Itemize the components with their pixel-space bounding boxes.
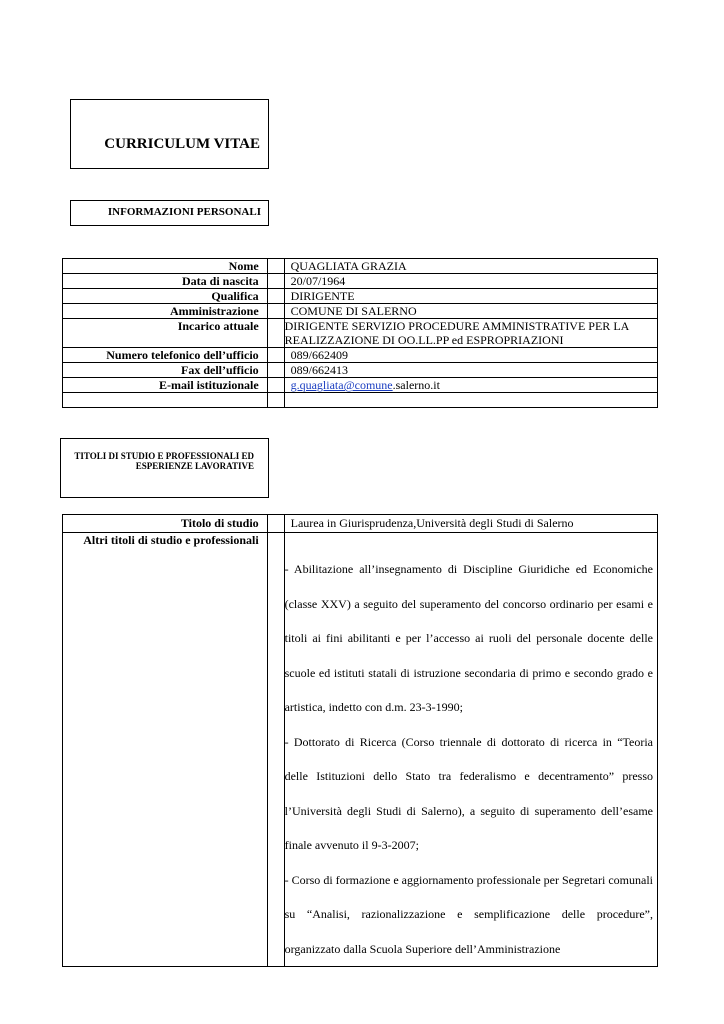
field-value: Laurea in Giurisprudenza,Università degli Studi di Salerno bbox=[284, 515, 657, 533]
paragraph: - Dottorato di Ricerca (Corso triennale di dottorato di ricerca in “Teoria delle Istituzioni dello Stato tra federalismo e decentramento” presso l’Università degli Studi di Salerno), a seguito di superamento dell’esame finale avvenuto il 9-3-2007; bbox=[284, 734, 653, 852]
field-label: Data di nascita bbox=[63, 274, 268, 289]
paragraph: - Corso di formazione e aggiornamento professionale per Segretari comunali su “Analisi, razionalizzazione e semplificazione delle procedure”, organizzato dalla Scuola Superiore dell’Amministrazione bbox=[284, 872, 653, 956]
field-label: Fax dell’ufficio bbox=[63, 363, 268, 378]
field-label: Numero telefonico dell’ufficio bbox=[63, 348, 268, 363]
table-row bbox=[63, 348, 658, 363]
field-value: DIRIGENTE SERVIZIO PROCEDURE AMMINISTRATIVE PER LA REALIZZAZIONE DI OO.LL.PP ed ESPROPRIAZIONI bbox=[284, 319, 657, 348]
email-domain: .salerno.it bbox=[392, 378, 440, 392]
paragraph: - Abilitazione all’insegnamento di Discipline Giuridiche ed Economiche (classe XXV) a seguito del superamento del concorso ordinario per esami e titoli ai fini abilitanti e per l’accesso ai ruoli del personale docente delle scuole ed istituti statali di istruzione secondaria di primo e secondo grado e artistica, indetto con d.m. 23-3-1990; bbox=[284, 562, 653, 714]
field-value: 089/662409 bbox=[284, 348, 657, 363]
other-titles-text bbox=[284, 533, 657, 967]
table-row bbox=[63, 515, 658, 533]
email-value bbox=[284, 378, 657, 393]
personal-info-table bbox=[62, 258, 658, 408]
field-label: Amministrazione bbox=[63, 304, 268, 319]
field-label: Nome bbox=[63, 259, 268, 274]
titoli-heading-box bbox=[60, 438, 269, 498]
field-value: 20/07/1964 bbox=[284, 274, 657, 289]
studies-table bbox=[62, 514, 658, 967]
table-row bbox=[63, 378, 658, 393]
field-value: DIRIGENTE bbox=[284, 289, 657, 304]
table-row bbox=[63, 393, 658, 408]
field-label: Incarico attuale bbox=[63, 319, 268, 348]
table-row bbox=[63, 304, 658, 319]
field-value: QUAGLIATA GRAZIA bbox=[284, 259, 657, 274]
field-label: E-mail istituzionale bbox=[63, 378, 268, 393]
field-label: Titolo di studio bbox=[63, 515, 268, 533]
cv-title: CURRICULUM VITAE bbox=[104, 136, 260, 152]
personal-info-heading-box bbox=[70, 200, 269, 226]
table-row bbox=[63, 274, 658, 289]
field-label: Qualifica bbox=[63, 289, 268, 304]
table-row bbox=[63, 319, 658, 348]
cv-title-box bbox=[70, 99, 269, 169]
titoli-heading: TITOLI DI STUDIO E PROFESSIONALI ED ESPERIENZE LAVORATIVE bbox=[74, 451, 254, 471]
personal-info-heading: INFORMAZIONI PERSONALI bbox=[107, 206, 261, 218]
field-value: COMUNE DI SALERNO bbox=[284, 304, 657, 319]
table-row bbox=[63, 289, 658, 304]
table-row bbox=[63, 363, 658, 378]
email-link[interactable]: g.quagliata@comune bbox=[290, 378, 393, 392]
table-row bbox=[63, 533, 658, 967]
field-value: 089/662413 bbox=[284, 363, 657, 378]
field-label: Altri titoli di studio e professionali bbox=[63, 533, 268, 967]
table-row bbox=[63, 259, 658, 274]
